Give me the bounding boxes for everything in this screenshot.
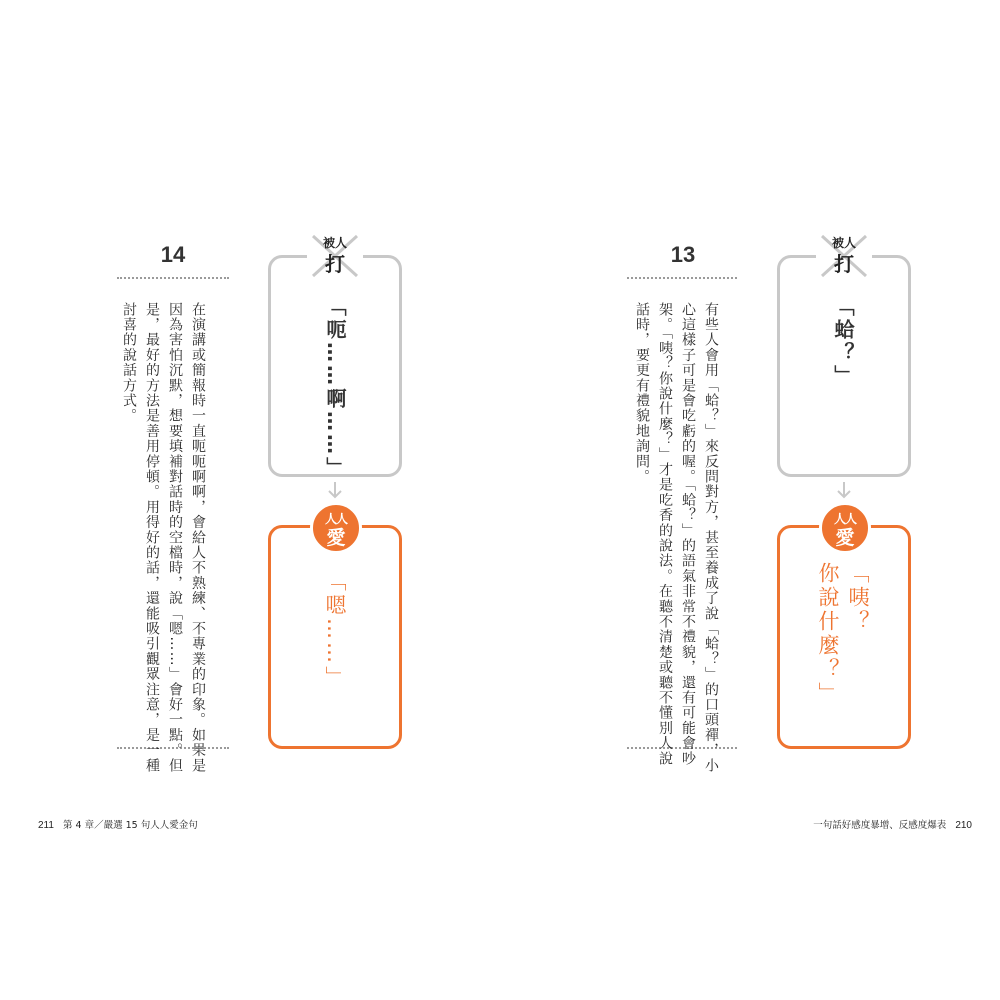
- bad-quote: [828, 296, 858, 416]
- bad-quote: [320, 296, 350, 480]
- good-badge: [310, 502, 362, 554]
- good-quote: [320, 570, 350, 720]
- body-line: 在演講或簡報時一直呃呃啊啊，會給人不熟練、不專業的印象。如果是: [190, 302, 206, 774]
- top-dotted-divider: [117, 277, 229, 279]
- bad-badge-small: 被人: [831, 236, 856, 250]
- good-quote-line: 「咦？: [846, 562, 870, 634]
- page-number: 210: [955, 820, 972, 831]
- good-quote-line: 「嗯……」: [323, 570, 347, 690]
- bad-badge-small: 被人: [322, 236, 347, 250]
- good-badge-big: 愛: [326, 527, 346, 549]
- good-badge: [819, 502, 871, 554]
- body-line: 討喜的說話方式。: [121, 302, 137, 424]
- item-number: 13: [670, 242, 696, 267]
- bad-quote-line: 「蛤？」: [831, 296, 855, 388]
- body-text: [630, 302, 722, 774]
- right-footer: [813, 817, 972, 831]
- bad-badge-big: 打: [325, 252, 345, 276]
- right-page: [500, 0, 1000, 1000]
- item-number: 14: [160, 242, 186, 267]
- body-line: 心這樣子可是會吃虧的喔。「蛤？」的語氣非常不禮貌，還有可能會吵: [680, 302, 696, 767]
- bad-badge: [307, 232, 363, 280]
- body-line: 話時，要更有禮貌地詢問。: [634, 302, 650, 485]
- good-badge-small: 人人: [324, 512, 347, 526]
- body-text: [117, 302, 209, 774]
- book-title: 一句話好感度暴增、反感度爆表: [813, 820, 947, 831]
- left-footer: [38, 817, 198, 831]
- body-line: 因為害怕沉默，想要填補對話時的空檔時，說「嗯……」會好一點。但: [167, 302, 183, 774]
- good-quote: [813, 562, 873, 712]
- good-quote-line: 你說什麼？」: [816, 562, 840, 706]
- chapter-title: 第 4 章／嚴選 15 句人人愛金句: [63, 820, 198, 831]
- bad-badge-big: 打: [834, 252, 854, 276]
- body-line: 有些人會用「蛤？」來反問對方，甚至養成了說「蛤？」的口頭禪，小: [703, 302, 719, 774]
- good-badge-big: 愛: [835, 527, 855, 549]
- bad-badge: [816, 232, 872, 280]
- bad-quote-line: 「呃……啊……」: [323, 296, 347, 480]
- down-arrow-icon: [327, 482, 343, 500]
- body-line: 是，最好的方法是善用停頓。用得好的話，還能吸引觀眾注意，是一種: [144, 302, 160, 774]
- good-badge-small: 人人: [833, 512, 856, 526]
- page-number: 211: [38, 820, 54, 831]
- body-line: 架。「咦？你說什麼？」才是吃香的說法。在聽不清楚或聽不懂別人說: [657, 302, 673, 767]
- down-arrow-icon: [836, 482, 852, 500]
- top-dotted-divider: [627, 277, 737, 279]
